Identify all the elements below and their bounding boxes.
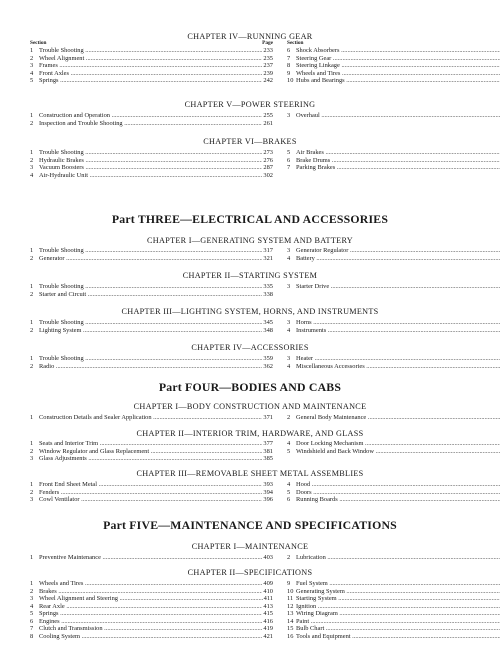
right-column bbox=[287, 247, 500, 262]
entry-title: Cowl Ventilator ..... bbox=[39, 496, 262, 504]
entry-number: 9 bbox=[287, 580, 291, 587]
entry-title: Miscellaneous Accessories ..... bbox=[296, 363, 500, 371]
toc-entry[interactable] bbox=[287, 489, 500, 497]
entry-page: 276 bbox=[263, 156, 273, 164]
entry-number: 2 bbox=[30, 54, 34, 62]
entry-page: 381 bbox=[263, 447, 273, 455]
chapter-title: CHAPTER IV—ACCESSORIES bbox=[191, 343, 309, 352]
left-column bbox=[30, 481, 273, 504]
entry-title: Air Brakes ..... bbox=[296, 149, 500, 157]
entry-number: 3 bbox=[30, 455, 34, 462]
entry-title: Window Regulator and Glass Replacement ..... bbox=[39, 448, 262, 456]
chapter-entries bbox=[0, 319, 500, 334]
entry-title: Generator Regulator ..... bbox=[296, 247, 500, 255]
toc-entry[interactable] bbox=[287, 327, 500, 335]
entry-title: Tools and Equipment ..... bbox=[296, 633, 500, 641]
entry-number: 2 bbox=[287, 414, 291, 421]
entry-number: 6 bbox=[287, 496, 291, 503]
entry-title: Wheel Alignment and Steering ..... bbox=[39, 595, 263, 603]
entry-page: 317 bbox=[263, 247, 273, 254]
entry-number: 2 bbox=[30, 156, 34, 164]
entry-number: 8 bbox=[287, 62, 291, 69]
entry-title: Parking Brakes ..... bbox=[296, 164, 500, 172]
right-column bbox=[287, 440, 500, 463]
entry-page: 335 bbox=[263, 283, 273, 290]
toc-entry[interactable] bbox=[287, 618, 500, 626]
entry-title: Windshield and Back Window ..... bbox=[296, 448, 500, 456]
toc-entry[interactable] bbox=[287, 414, 500, 422]
left-column bbox=[30, 440, 273, 463]
toc-entry[interactable] bbox=[30, 489, 273, 497]
toc-entry[interactable] bbox=[287, 554, 500, 562]
entry-number: 1 bbox=[30, 481, 34, 488]
entry-title: Engines ..... bbox=[39, 618, 262, 626]
entry-number: 12 bbox=[287, 602, 294, 610]
column-header bbox=[287, 40, 500, 47]
chapter-title: CHAPTER III—REMOVABLE SHEET METAL ASSEMBLIES bbox=[136, 469, 364, 478]
right-column bbox=[287, 319, 500, 334]
chapter-title: CHAPTER VI—BRAKES bbox=[203, 137, 297, 146]
entry-title: Overhaul ..... bbox=[296, 112, 500, 120]
entry-number: 2 bbox=[30, 447, 34, 455]
entry-title: Starter and Circuit ..... bbox=[39, 291, 262, 299]
toc-entry[interactable] bbox=[30, 55, 273, 63]
entry-title: Wheels and Tires ..... bbox=[39, 580, 262, 588]
toc-entry[interactable] bbox=[287, 595, 500, 603]
entry-title: Instruments ..... bbox=[296, 327, 500, 335]
chapter-title: CHAPTER III—LIGHTING SYSTEM, HORNS, AND INSTRUMENTS bbox=[121, 307, 379, 316]
entry-number: 5 bbox=[287, 488, 291, 496]
entry-number: 1 bbox=[30, 355, 34, 362]
chapter-entries bbox=[0, 112, 500, 127]
entry-page: 261 bbox=[263, 119, 273, 127]
toc-entry[interactable] bbox=[287, 588, 500, 596]
right-column bbox=[287, 481, 500, 504]
entry-title: Hydraulic Brakes ..... bbox=[39, 157, 262, 165]
toc-entry[interactable] bbox=[30, 414, 273, 422]
entry-number: 3 bbox=[30, 164, 34, 171]
toc-entry[interactable] bbox=[287, 55, 500, 63]
entry-page: 235 bbox=[263, 54, 273, 62]
right-column bbox=[287, 40, 500, 85]
entry-page: 371 bbox=[263, 414, 273, 421]
toc-entry[interactable] bbox=[287, 47, 500, 55]
entry-page: 394 bbox=[263, 488, 273, 496]
chapter-entries bbox=[0, 355, 500, 370]
entry-page: 345 bbox=[263, 319, 273, 326]
entry-number: 4 bbox=[287, 362, 291, 370]
entry-number: 3 bbox=[287, 247, 291, 254]
entry-page: 377 bbox=[263, 440, 273, 447]
left-column bbox=[30, 554, 273, 562]
entry-number: 3 bbox=[287, 112, 291, 119]
toc-entry[interactable] bbox=[30, 588, 273, 596]
entry-number: 4 bbox=[287, 254, 291, 262]
entry-number: 4 bbox=[30, 69, 34, 77]
toc-entry[interactable] bbox=[287, 283, 500, 291]
entry-title: Springs ..... bbox=[39, 77, 262, 85]
toc-entry[interactable] bbox=[30, 283, 273, 291]
entry-title: Door Locking Mechanism ..... bbox=[296, 440, 500, 448]
entry-number: 3 bbox=[30, 62, 34, 69]
toc-entry[interactable] bbox=[30, 595, 273, 603]
toc-entry[interactable] bbox=[30, 120, 273, 128]
entry-number: 7 bbox=[287, 54, 291, 62]
entry-number: 5 bbox=[287, 447, 291, 455]
right-column bbox=[287, 112, 500, 127]
entry-title: Glass Adjustments ..... bbox=[39, 455, 262, 463]
left-column bbox=[30, 319, 273, 334]
entry-title: Rear Axle ..... bbox=[39, 603, 262, 611]
entry-page: 302 bbox=[263, 171, 273, 179]
toc-entry[interactable] bbox=[30, 618, 273, 626]
entry-page: 410 bbox=[263, 587, 273, 595]
entry-title: Brakes ..... bbox=[39, 588, 262, 596]
part-title: Part FOUR—BODIES AND CABS bbox=[158, 380, 342, 394]
entry-title: Lighting System ..... bbox=[39, 327, 262, 335]
entry-title: Battery ..... bbox=[296, 255, 500, 263]
entry-title: Generating System ..... bbox=[296, 588, 500, 596]
toc-entry[interactable] bbox=[287, 77, 500, 85]
chapter-title: CHAPTER V—POWER STEERING bbox=[184, 100, 316, 109]
page-label: Page bbox=[262, 40, 273, 46]
right-column bbox=[287, 554, 500, 562]
entry-title: Ignition ..... bbox=[296, 603, 500, 611]
chapter-entries bbox=[0, 247, 500, 262]
entry-number: 1 bbox=[30, 554, 34, 561]
left-column bbox=[30, 355, 273, 370]
toc-entry[interactable] bbox=[30, 62, 273, 70]
entry-title: Front Axles ..... bbox=[39, 70, 262, 78]
entry-number: 1 bbox=[30, 247, 34, 254]
toc-entry[interactable] bbox=[30, 355, 273, 363]
entry-number: 1 bbox=[30, 283, 34, 290]
entry-number: 2 bbox=[30, 326, 34, 334]
chapter-title: CHAPTER II—SPECIFICATIONS bbox=[187, 568, 313, 577]
entry-title: Starting System ..... bbox=[296, 595, 500, 603]
entry-page: 237 bbox=[263, 62, 273, 69]
entry-page: 421 bbox=[263, 632, 273, 640]
toc-entry[interactable] bbox=[30, 603, 273, 611]
entry-page: 348 bbox=[263, 326, 273, 334]
entry-number: 10 bbox=[287, 587, 294, 595]
entry-number: 8 bbox=[30, 632, 34, 640]
section-label: Section bbox=[30, 40, 47, 46]
entry-number: 4 bbox=[287, 326, 291, 334]
toc-entry[interactable] bbox=[287, 633, 500, 641]
part-title: Part THREE—ELECTRICAL AND ACCESSORIES bbox=[111, 212, 389, 226]
toc-entry[interactable] bbox=[287, 363, 500, 371]
entry-number: 10 bbox=[287, 77, 294, 84]
entry-page: 362 bbox=[263, 362, 273, 370]
left-column bbox=[30, 149, 273, 179]
toc-entry[interactable] bbox=[287, 70, 500, 78]
toc-entry[interactable] bbox=[30, 149, 273, 157]
toc-entry[interactable] bbox=[287, 481, 500, 489]
right-column bbox=[287, 580, 500, 640]
entry-number: 1 bbox=[30, 440, 34, 447]
toc-entry[interactable] bbox=[287, 625, 500, 633]
entry-page: 411 bbox=[263, 595, 273, 602]
toc-entry[interactable] bbox=[30, 70, 273, 78]
toc-entry[interactable] bbox=[30, 291, 273, 299]
entry-page: 239 bbox=[263, 69, 273, 77]
toc-entry[interactable] bbox=[287, 355, 500, 363]
entry-title: Trouble Shooting ..... bbox=[39, 149, 262, 157]
entry-number: 3 bbox=[287, 355, 291, 362]
entry-title: Bulb Chart ..... bbox=[296, 625, 500, 633]
entry-title: General Body Maintenance ..... bbox=[296, 414, 500, 422]
chapter-entries bbox=[0, 554, 500, 562]
entry-number: 1 bbox=[30, 319, 34, 326]
entry-page: 419 bbox=[263, 625, 273, 632]
entry-title: Seats and Interior Trim ..... bbox=[39, 440, 262, 448]
toc-entry[interactable] bbox=[287, 610, 500, 618]
entry-page: 359 bbox=[263, 355, 273, 362]
left-column bbox=[30, 283, 273, 298]
entry-number: 4 bbox=[287, 481, 291, 488]
entry-title: Trouble Shooting ..... bbox=[39, 319, 262, 327]
toc-entry[interactable] bbox=[30, 481, 273, 489]
toc-entry[interactable] bbox=[30, 363, 273, 371]
entry-title: Trouble Shooting ..... bbox=[39, 247, 262, 255]
entry-page: 242 bbox=[263, 77, 273, 84]
left-column bbox=[30, 247, 273, 262]
section-label: Section bbox=[287, 40, 304, 46]
toc-entry[interactable] bbox=[30, 496, 273, 504]
toc-entry[interactable] bbox=[30, 327, 273, 335]
entry-title: Construction and Operation ..... bbox=[39, 112, 262, 120]
toc-entry[interactable] bbox=[30, 554, 273, 562]
entry-page: 393 bbox=[263, 481, 273, 488]
entry-number: 11 bbox=[287, 595, 294, 602]
entry-title: Trouble Shooting ..... bbox=[39, 47, 262, 55]
entry-page: 403 bbox=[263, 554, 273, 561]
entry-number: 6 bbox=[287, 47, 291, 54]
entry-title: Paint ..... bbox=[296, 618, 500, 626]
toc-entry[interactable] bbox=[287, 448, 500, 456]
chapter-title: CHAPTER II—INTERIOR TRIM, HARDWARE, AND GLASS bbox=[136, 429, 364, 438]
toc-entry[interactable] bbox=[30, 610, 273, 618]
entry-number: 2 bbox=[30, 587, 34, 595]
chapter-title: CHAPTER IV—RUNNING GEAR bbox=[187, 32, 313, 41]
toc-entry[interactable] bbox=[287, 319, 500, 327]
toc-entry[interactable] bbox=[30, 247, 273, 255]
entry-title: Shock Absorbers ..... bbox=[296, 47, 500, 55]
entry-number: 5 bbox=[30, 610, 34, 617]
entry-number: 3 bbox=[287, 319, 291, 326]
entry-title: Hubs and Bearings ..... bbox=[296, 77, 500, 85]
entry-title: Fenders ..... bbox=[39, 489, 262, 497]
toc-entry[interactable] bbox=[287, 164, 500, 172]
left-column bbox=[30, 112, 273, 127]
toc-entry[interactable] bbox=[287, 496, 500, 504]
entry-title: Hood ..... bbox=[296, 481, 500, 489]
entry-number: 2 bbox=[287, 554, 291, 561]
column-header bbox=[30, 40, 273, 47]
entry-title: Doors ..... bbox=[296, 489, 500, 497]
entry-number: 4 bbox=[287, 440, 291, 447]
toc-entry[interactable] bbox=[287, 603, 500, 611]
entry-number: 5 bbox=[287, 149, 291, 156]
entry-number: 9 bbox=[287, 69, 291, 77]
entry-title: Wheel Alignment ..... bbox=[39, 55, 262, 63]
chapter-title: CHAPTER I—BODY CONSTRUCTION AND MAINTENANCE bbox=[133, 402, 367, 411]
entry-number: 14 bbox=[287, 617, 294, 625]
entry-title: Heater ..... bbox=[296, 355, 500, 363]
entry-title: Clutch and Transmission ..... bbox=[39, 625, 262, 633]
entry-page: 273 bbox=[263, 149, 273, 156]
part-title: Part FIVE—MAINTENANCE AND SPECIFICATIONS bbox=[103, 518, 397, 532]
entry-number: 6 bbox=[30, 617, 34, 625]
toc-entry[interactable] bbox=[30, 172, 273, 180]
entry-number: 2 bbox=[30, 488, 34, 496]
entry-number: 1 bbox=[30, 47, 34, 54]
chapter-title: CHAPTER II—STARTING SYSTEM bbox=[182, 271, 318, 280]
chapter-entries bbox=[0, 580, 500, 640]
toc-entry[interactable] bbox=[30, 47, 273, 55]
entry-page: 255 bbox=[263, 112, 273, 119]
chapter-title: CHAPTER I—MAINTENANCE bbox=[191, 542, 309, 551]
toc-entry[interactable] bbox=[287, 62, 500, 70]
entry-page: 338 bbox=[263, 290, 273, 298]
toc-entry[interactable] bbox=[30, 448, 273, 456]
toc-entry[interactable] bbox=[287, 247, 500, 255]
entry-title: Horns ..... bbox=[296, 319, 500, 327]
entry-number: 6 bbox=[287, 156, 291, 164]
entry-number: 13 bbox=[287, 610, 294, 617]
entry-title: Cooling System ..... bbox=[39, 633, 262, 641]
entry-number: 16 bbox=[287, 632, 294, 640]
toc-entry[interactable] bbox=[30, 77, 273, 85]
entry-number: 3 bbox=[30, 496, 34, 503]
right-column bbox=[287, 355, 500, 370]
chapter-title: CHAPTER I—GENERATING SYSTEM AND BATTERY bbox=[147, 236, 353, 245]
left-column bbox=[30, 580, 273, 640]
entry-number: 4 bbox=[30, 171, 34, 179]
entry-title: Inspection and Trouble Shooting ..... bbox=[39, 120, 262, 128]
toc-entry[interactable] bbox=[287, 255, 500, 263]
entry-number: 2 bbox=[30, 254, 34, 262]
entry-title: Fuel System ..... bbox=[296, 580, 500, 588]
toc-entry[interactable] bbox=[30, 164, 273, 172]
toc-entry[interactable] bbox=[287, 440, 500, 448]
right-column bbox=[287, 149, 500, 179]
entry-number: 15 bbox=[287, 625, 294, 632]
entry-number: 1 bbox=[30, 580, 34, 587]
toc-entry[interactable] bbox=[30, 319, 273, 327]
entry-title: Construction Details and Sealer Application ..... bbox=[39, 414, 262, 422]
entry-title: Starter Drive ..... bbox=[296, 283, 500, 291]
entry-title: Generator ..... bbox=[39, 255, 262, 263]
entry-number: 2 bbox=[30, 119, 34, 127]
entry-title: Steering Linkage ..... bbox=[296, 62, 500, 70]
entry-number: 2 bbox=[30, 290, 34, 298]
entry-page: 385 bbox=[263, 455, 273, 462]
entry-number: 3 bbox=[287, 283, 291, 290]
entry-page: 415 bbox=[263, 610, 273, 617]
entry-title: Radio ..... bbox=[39, 363, 262, 371]
entry-title: Frames ..... bbox=[39, 62, 262, 70]
left-column bbox=[30, 40, 273, 85]
entry-title: Brake Drums ..... bbox=[296, 157, 500, 165]
toc-entry[interactable] bbox=[30, 580, 273, 588]
toc-entry[interactable] bbox=[30, 440, 273, 448]
entry-number: 4 bbox=[30, 602, 34, 610]
entry-page: 413 bbox=[263, 602, 273, 610]
toc-entry[interactable] bbox=[287, 580, 500, 588]
left-column bbox=[30, 414, 273, 422]
entry-number: 2 bbox=[30, 362, 34, 370]
entry-number: 1 bbox=[30, 112, 34, 119]
entry-number: 3 bbox=[30, 595, 34, 602]
chapter-entries bbox=[0, 40, 500, 85]
toc-entry[interactable] bbox=[30, 633, 273, 641]
chapter-entries bbox=[0, 481, 500, 504]
chapter-entries bbox=[0, 440, 500, 463]
entry-page: 233 bbox=[263, 47, 273, 54]
right-column bbox=[287, 414, 500, 422]
entry-title: Wheels and Tires ..... bbox=[296, 70, 500, 78]
entry-title: Wiring Diagram ..... bbox=[296, 610, 500, 618]
entry-page: 416 bbox=[263, 617, 273, 625]
chapter-entries bbox=[0, 414, 500, 422]
entry-page: 321 bbox=[263, 254, 273, 262]
entry-number: 7 bbox=[287, 164, 291, 171]
entry-page: 409 bbox=[263, 580, 273, 587]
entry-title: Trouble Shooting ..... bbox=[39, 355, 262, 363]
entry-page: 287 bbox=[263, 164, 273, 171]
entry-number: 5 bbox=[30, 77, 34, 84]
toc-entry[interactable] bbox=[287, 149, 500, 157]
toc-entry[interactable] bbox=[30, 255, 273, 263]
toc-entry[interactable] bbox=[30, 625, 273, 633]
toc-entry[interactable] bbox=[287, 157, 500, 165]
entry-title: Vacuum Boosters ..... bbox=[39, 164, 262, 172]
entry-title: Front End Sheet Metal ..... bbox=[39, 481, 262, 489]
right-column bbox=[287, 283, 500, 298]
entry-title: Air-Hydraulic Unit ..... bbox=[39, 172, 262, 180]
entry-number: 1 bbox=[30, 414, 34, 421]
toc-entry[interactable] bbox=[287, 112, 500, 120]
toc-entry[interactable] bbox=[30, 112, 273, 120]
toc-entry[interactable] bbox=[30, 455, 273, 463]
chapter-entries bbox=[0, 149, 500, 179]
entry-title: Steering Gear ..... bbox=[296, 55, 500, 63]
entry-page: 396 bbox=[263, 496, 273, 503]
toc-entry[interactable] bbox=[30, 157, 273, 165]
entry-title: Running Boards ..... bbox=[296, 496, 500, 504]
entry-title: Lubrication ..... bbox=[296, 554, 500, 562]
entry-title: Springs ..... bbox=[39, 610, 262, 618]
chapter-entries bbox=[0, 283, 500, 298]
entry-number: 1 bbox=[30, 149, 34, 156]
entry-title: Preventive Maintenance ..... bbox=[39, 554, 262, 562]
entry-title: Trouble Shooting ..... bbox=[39, 283, 262, 291]
entry-number: 7 bbox=[30, 625, 34, 632]
